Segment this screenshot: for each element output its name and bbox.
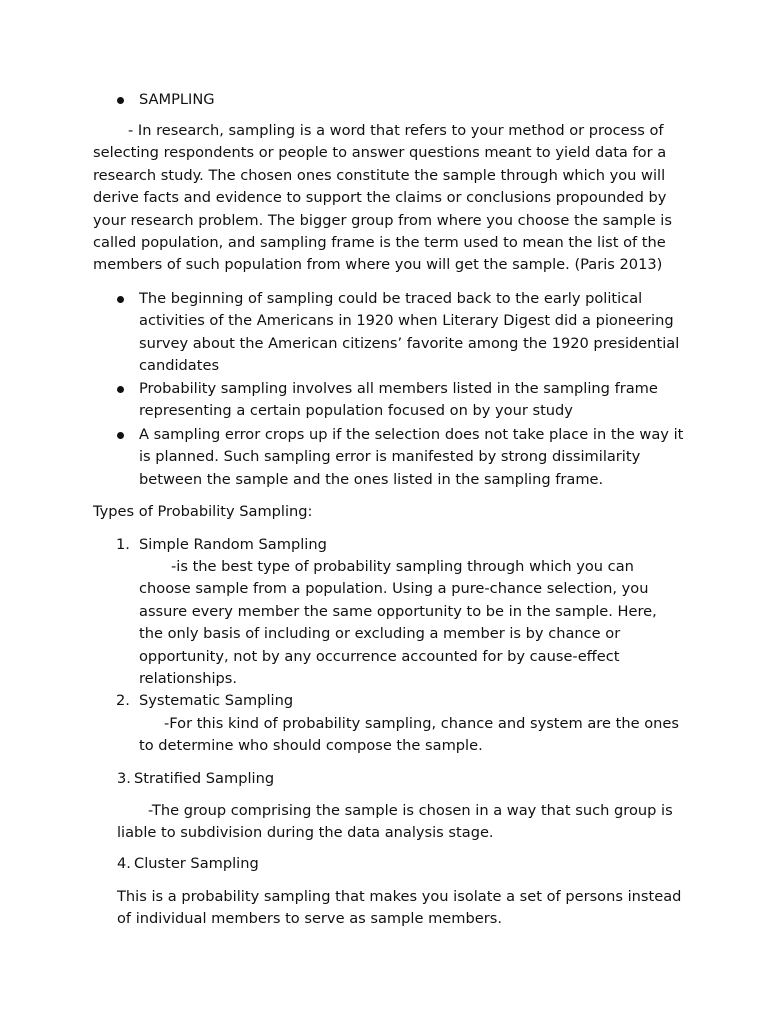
- type-description: This is a probability sampling that makes you isolate a set of persons instead of individual members to serve as sample members.: [117, 888, 682, 928]
- bullet-icon: [117, 97, 124, 104]
- list-number: 3.: [117, 770, 131, 787]
- section-heading: SAMPLING: [139, 91, 215, 108]
- list-item: The beginning of sampling could be traced back to the early political activities of the Americans in 1920 when Literary Digest did a pioneering survey about the American citizens’ favorite among the 1920 presidential candidates: [139, 290, 680, 375]
- type-title: Cluster Sampling: [134, 855, 259, 872]
- type-title: Stratified Sampling: [134, 770, 275, 787]
- list-item: A sampling error crops up if the selection does not take place in the way it is planned. Such sampling error is manifested by strong dissimilarity between the sample and the ones listed in the sampling frame.: [139, 426, 684, 488]
- list-number: 2.: [116, 692, 130, 709]
- type-title: Systematic Sampling: [139, 692, 294, 709]
- list-number: 1.: [116, 536, 130, 553]
- intro-paragraph: - In research, sampling is a word that refers to your method or process of selecting respondents or people to answer questions meant to yield data for a research study. The chosen ones constitute the sample through which you will derive facts and evidence to support the claims or conclusions propounded by your research problem. The bigger group from where you choose the sample is called population, and sampling frame is the term used to mean the list of the members of such population from where you will get the sample. (Paris 2013): [93, 122, 672, 274]
- types-heading: Types of Probability Sampling:: [93, 503, 313, 520]
- list-item: Probability sampling involves all members listed in the sampling frame representing a certain population focused on by your study: [139, 380, 658, 420]
- bullet-icon: [117, 432, 124, 439]
- type-description: -is the best type of probability sampling through which you can choose sample from a population. Using a pure-chance selection, you assure every member the same opportunity to be in the sample. Here, the only basis of including or excluding a member is by chance or opportunity, not by any occurrence accounted for by cause-effect relationships.: [139, 558, 657, 688]
- bullet-icon: [117, 296, 124, 303]
- list-number: 4.: [117, 855, 131, 872]
- type-title: Simple Random Sampling: [139, 536, 327, 553]
- bullet-icon: [117, 386, 124, 393]
- type-description: -The group comprising the sample is chosen in a way that such group is liable to subdivision during the data analysis stage.: [117, 802, 673, 842]
- type-description: -For this kind of probability sampling, chance and system are the ones to determine who should compose the sample.: [139, 715, 679, 755]
